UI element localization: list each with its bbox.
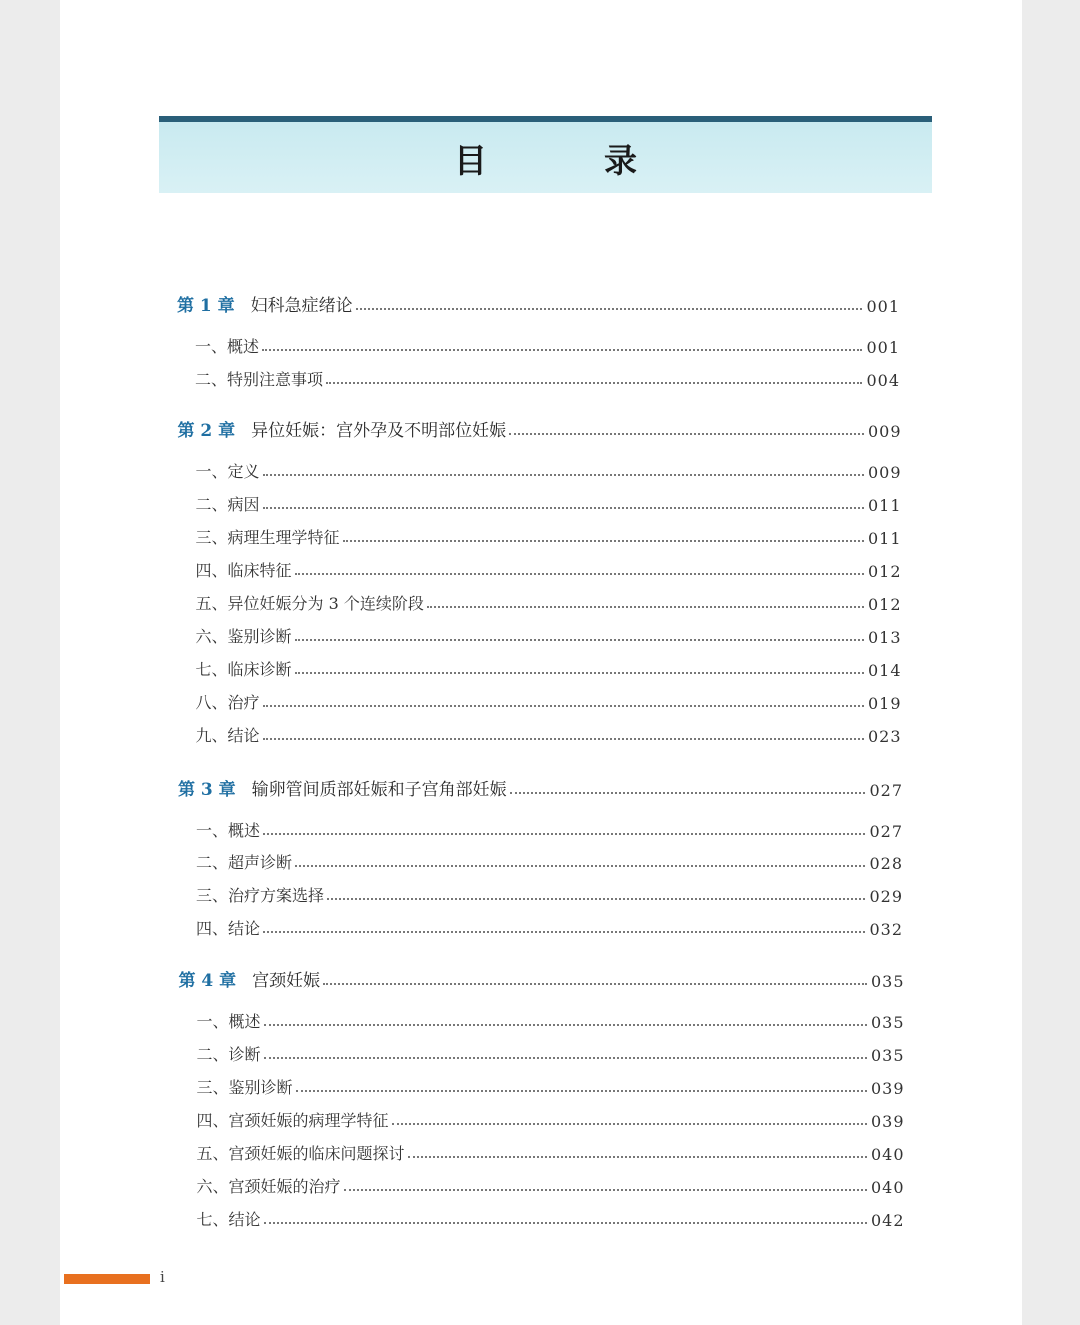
page-ref: 013	[867, 628, 902, 647]
page-ref: 039	[870, 1112, 905, 1131]
dot-leader	[263, 507, 864, 509]
document-page	[60, 0, 1022, 1325]
toc-section[interactable]	[195, 334, 900, 357]
dot-leader	[326, 382, 862, 384]
page-ref: 035	[870, 972, 905, 991]
dot-leader	[295, 865, 865, 867]
page-ref: 014	[867, 661, 902, 680]
section-title: 四、临床特征	[195, 561, 292, 580]
toc-section[interactable]	[196, 690, 902, 713]
dot-leader	[356, 308, 863, 310]
dot-leader	[295, 639, 864, 641]
chapter-number: 第 4 章	[178, 971, 237, 991]
toc-section[interactable]	[196, 459, 902, 482]
toc-section[interactable]	[196, 525, 902, 548]
dot-leader	[296, 1090, 867, 1092]
page-ref: 001	[866, 297, 900, 316]
section-title: 九、结论	[195, 726, 260, 745]
page-ref: 042	[870, 1211, 905, 1230]
chapter-title: 宫颈妊娠	[252, 971, 321, 991]
page-ref: 009	[867, 463, 902, 482]
toc-section[interactable]	[196, 624, 902, 647]
dot-leader	[262, 349, 862, 351]
dot-leader	[264, 1222, 867, 1224]
toc-section[interactable]	[196, 492, 902, 515]
page-ref: 011	[867, 529, 902, 548]
toc-chapter-3[interactable]	[178, 775, 903, 800]
toc-section[interactable]	[196, 883, 903, 906]
section-title: 七、临床诊断	[195, 660, 292, 679]
toc-section[interactable]	[197, 1075, 905, 1098]
page-title: 目 录	[454, 141, 679, 180]
section-title: 五、宫颈妊娠的临床问题探讨	[196, 1144, 405, 1163]
toc-section[interactable]	[196, 558, 902, 581]
page-ref: 023	[867, 727, 902, 746]
section-title: 六、鉴别诊断	[195, 627, 292, 646]
dot-leader	[263, 705, 864, 707]
section-title: 三、病理生理学特征	[195, 528, 340, 547]
footer-accent-bar	[64, 1274, 150, 1284]
section-title: 一、概述	[195, 337, 260, 356]
page-ref: 035	[870, 1013, 905, 1032]
toc-chapter-1[interactable]	[177, 291, 900, 316]
section-title: 八、治疗	[195, 693, 260, 712]
section-title: 二、超声诊断	[196, 853, 293, 872]
page-number: i	[160, 1268, 165, 1286]
toc-section[interactable]	[196, 818, 903, 841]
section-title: 三、鉴别诊断	[196, 1078, 293, 1097]
toc-section[interactable]	[196, 850, 903, 873]
section-title: 一、概述	[196, 821, 261, 840]
dot-leader	[295, 672, 864, 674]
page-ref: 039	[870, 1079, 905, 1098]
section-title: 四、宫颈妊娠的病理学特征	[196, 1111, 389, 1130]
dot-leader	[323, 983, 867, 985]
page-ref: 011	[867, 496, 902, 515]
dot-leader	[327, 898, 865, 900]
section-title: 四、结论	[196, 919, 261, 938]
section-title: 六、宫颈妊娠的治疗	[196, 1177, 341, 1196]
page-ref: 040	[870, 1145, 905, 1164]
toc-section[interactable]	[197, 1009, 905, 1032]
page-ref: 019	[867, 694, 902, 713]
dot-leader	[264, 1057, 867, 1059]
dot-leader	[427, 606, 864, 608]
toc-section[interactable]	[197, 1108, 905, 1131]
toc-section[interactable]	[196, 591, 902, 614]
toc-section[interactable]	[197, 1207, 905, 1230]
section-title: 七、结论	[196, 1210, 261, 1229]
chapter-number: 第 3 章	[178, 780, 236, 800]
toc-chapter-2[interactable]	[178, 416, 902, 441]
dot-leader	[263, 474, 864, 476]
chapter-title: 异位妊娠：宫外孕及不明部位妊娠	[251, 421, 507, 441]
section-title: 三、治疗方案选择	[196, 886, 325, 905]
toc-section[interactable]	[197, 1174, 905, 1197]
page-ref: 028	[869, 854, 903, 873]
dot-leader	[510, 792, 866, 794]
toc-chapter-4[interactable]	[179, 966, 905, 991]
dot-leader	[408, 1156, 867, 1158]
toc-section[interactable]	[197, 1042, 905, 1065]
chapter-number: 第 1 章	[177, 296, 235, 316]
dot-leader	[263, 833, 865, 835]
section-title: 二、特别注意事项	[195, 370, 324, 389]
section-title: 一、定义	[195, 462, 260, 481]
page-ref: 012	[867, 562, 902, 581]
dot-leader	[343, 540, 864, 542]
dot-leader	[392, 1123, 867, 1125]
dot-leader	[263, 931, 865, 933]
page-ref: 012	[867, 595, 902, 614]
title-banner	[159, 116, 932, 193]
dot-leader	[264, 1024, 867, 1026]
dot-leader	[509, 433, 864, 435]
chapter-title: 输卵管间质部妊娠和子宫角部妊娠	[251, 780, 507, 800]
section-title: 五、异位妊娠分为 3 个连续阶段	[195, 594, 424, 613]
section-title: 一、概述	[196, 1012, 261, 1031]
section-title: 二、病因	[195, 495, 260, 514]
dot-leader	[344, 1189, 867, 1191]
dot-leader	[295, 573, 864, 575]
toc-section[interactable]	[195, 367, 900, 390]
toc-section[interactable]	[197, 1141, 905, 1164]
page-ref: 029	[869, 887, 903, 906]
chapter-title: 妇科急症绪论	[250, 296, 353, 316]
toc-section[interactable]	[196, 723, 902, 746]
page-ref: 032	[869, 920, 903, 939]
page-ref: 001	[866, 338, 900, 357]
page-ref: 040	[870, 1178, 905, 1197]
page-ref: 009	[867, 422, 902, 441]
page-ref: 027	[869, 781, 903, 800]
toc-section[interactable]	[196, 916, 903, 939]
dot-leader	[263, 738, 864, 740]
toc-section[interactable]	[196, 657, 902, 680]
section-title: 二、诊断	[196, 1045, 261, 1064]
page-ref: 027	[869, 822, 903, 841]
page-ref: 004	[866, 371, 900, 390]
chapter-number: 第 2 章	[177, 421, 236, 441]
page-ref: 035	[870, 1046, 905, 1065]
